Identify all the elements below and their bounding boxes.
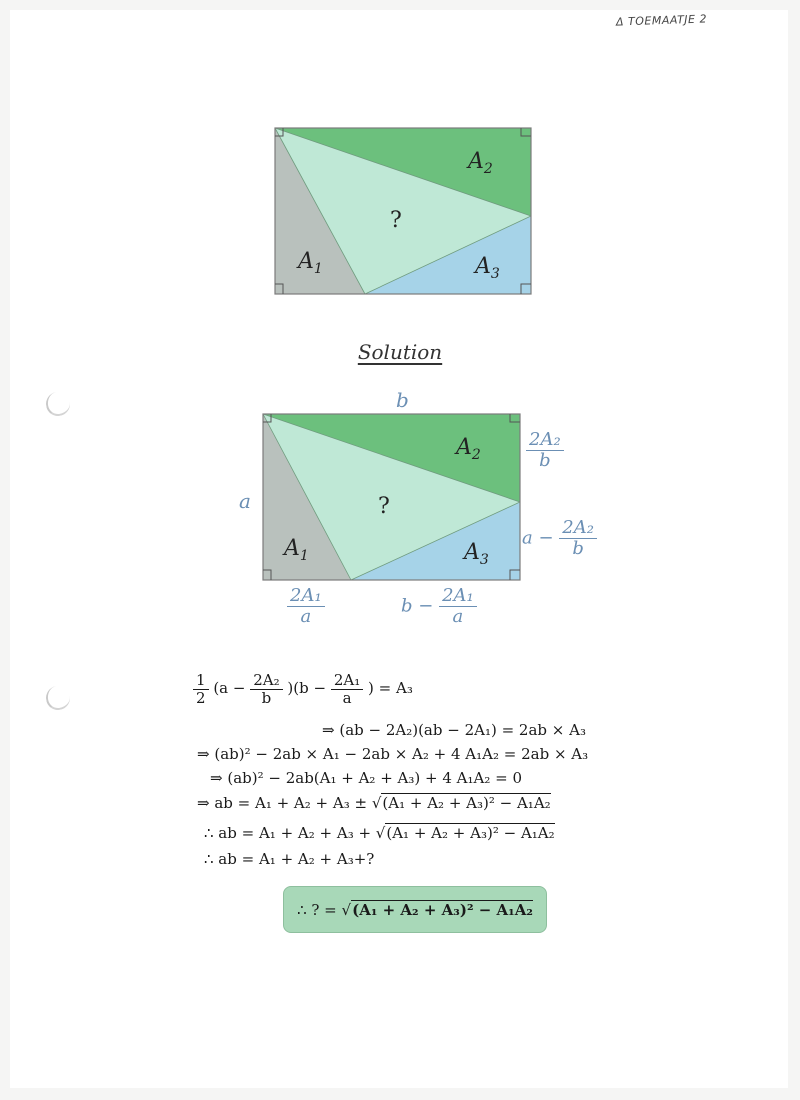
label-bottom-left: $\frac{\text{2A₁}}{a}$ <box>287 586 325 627</box>
label-a3: $A_3$ <box>475 254 500 282</box>
label-right-lower: a − $\frac{\text{2A₂}}{b}$ <box>522 518 597 559</box>
label-a3: $A_3$ <box>464 540 489 568</box>
label-unknown: ? <box>390 208 402 233</box>
label-a1: $A_1$ <box>284 536 309 564</box>
label-unknown: ? <box>378 494 390 519</box>
label-top-b: b <box>396 388 409 412</box>
label-a2: $A_2$ <box>456 435 481 463</box>
equation-7: ∴ ab = A₁ + A₂ + A₃+? <box>204 850 375 868</box>
label-left-a: a <box>239 489 251 513</box>
equation-5: ⇒ ab = A₁ + A₂ + A₃ ± √(A₁ + A₂ + A₃)² − A₁A₂ <box>197 794 551 812</box>
label-bottom-right: b − $\frac{\text{2A₁}}{a}$ <box>401 586 477 627</box>
handwritten-stamp: Δ TOEMAATJE 2 <box>615 12 708 29</box>
result-box: ∴ ? = √ (A₁ + A₂ + A₃)² − A₁A₂ <box>283 886 547 933</box>
label-a2: $A_2$ <box>468 149 493 177</box>
label-right-upper: $\frac{\text{2A₂}}{b}$ <box>526 430 564 471</box>
equation-3: ⇒ (ab)² − 2ab × A₁ − 2ab × A₂ + 4 A₁A₂ = 2ab × A₃ <box>197 745 589 763</box>
equation-4: ⇒ (ab)² − 2ab(A₁ + A₂ + A₃) + 4 A₁A₂ = 0 <box>210 769 522 787</box>
label-a1: $A_1$ <box>298 249 323 277</box>
solution-title: Solution <box>357 340 443 364</box>
equation-2: ⇒ (ab − 2A₂)(ab − 2A₁) = 2ab × A₃ <box>322 721 586 739</box>
equation-6: ∴ ab = A₁ + A₂ + A₃ + √(A₁ + A₂ + A₃)² − A₁A₂ <box>204 824 555 842</box>
problem-figure <box>270 120 540 300</box>
equation-1: $\frac{1}{2}$ (a − $\frac{\text{2A₂}}{b}$ )(b − $\frac{\text{2A₁}}{a}$ ) = A₃ <box>193 672 413 706</box>
solution-figure <box>258 406 528 586</box>
